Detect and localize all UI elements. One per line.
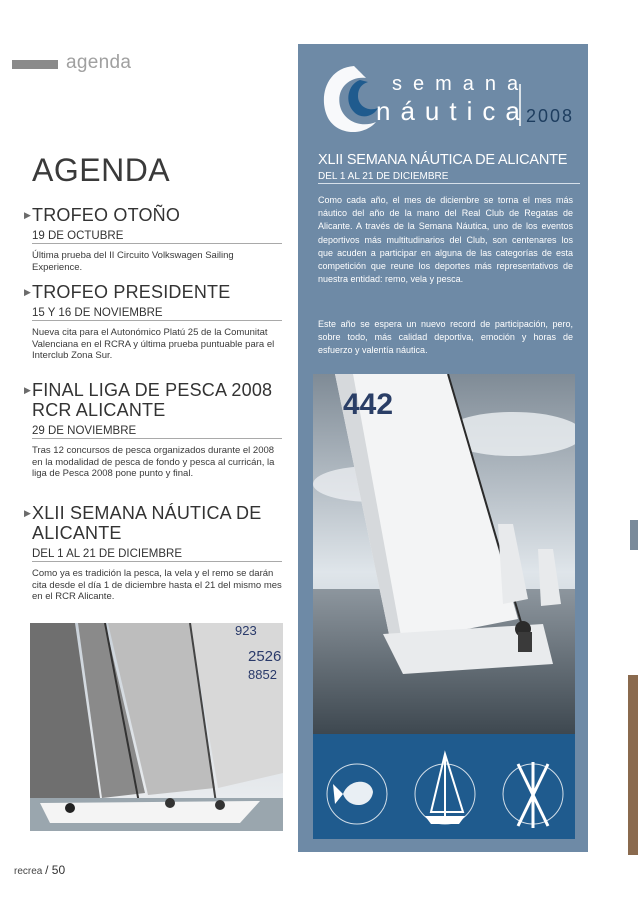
magazine-name: recrea <box>14 866 43 877</box>
bullet-arrow-icon: ▶ <box>24 210 31 220</box>
adjacent-page-edge <box>630 520 638 550</box>
event-date: 29 DE NOVIEMBRE <box>32 425 282 439</box>
featured-panel <box>298 44 588 852</box>
event-item <box>24 380 286 480</box>
panel-paragraph-1: Como cada año, el mes de diciembre se torna el mes más náutico del año de la mano del Real Club de Regatas de Alicante. A través de la Semana Náutica, uno de los eventos deportivos más multitudinarios del Club, son centenares los que acuden a participar en alguna de las categorías de esta competición que reune los deportes más representativos de nuestra entidad: remo, vela y pesca. <box>318 195 573 285</box>
sail-number-442: 442 <box>343 388 394 421</box>
optimist-sailboat-photo <box>313 374 575 734</box>
panel-paragraph-2: Este año se espera un nuevo record de participación, pero, sobre todo, más calidad deportiva, emoción y horas de esfuerzo y valentía náutica. <box>318 319 573 356</box>
event-date: DEL 1 AL 21 DE DICIEMBRE <box>32 548 282 562</box>
page-number: / 50 <box>45 863 66 877</box>
event-description: Tras 12 concursos de pesca organizados durante el 2008 en la modalidad de pesca de fondo y pesca al curricán, la liga de Pesca 2008 pone punto y final. <box>32 445 275 479</box>
section-label: agenda <box>66 52 132 73</box>
event-title: TROFEO OTOÑO <box>32 205 181 225</box>
event-title: TROFEO PRESIDENTE <box>32 282 231 302</box>
event-item <box>24 503 286 603</box>
semana-nautica-logo <box>314 58 584 138</box>
bullet-arrow-icon: ▶ <box>24 385 31 395</box>
sailing-emblem-icon <box>425 754 465 824</box>
sail-number: 8852 <box>248 667 277 682</box>
adjacent-page-edge <box>628 675 638 855</box>
event-description: Nueva cita para el Autonómico Platú 25 de la Comunitat Valenciana en el RCRA y última prueba puntuable para el Interclub Zona Sur. <box>32 327 275 361</box>
event-item <box>24 282 286 362</box>
event-description: Como ya es tradición la pesca, la vela y el remo se darán cita desde el día 1 de diciembre hasta el 21 del mismo mes en el RCR Alicante. <box>32 568 282 602</box>
sailboats-photo <box>30 623 283 831</box>
logo-year: 2008 <box>526 106 575 126</box>
event-date: 15 Y 16 DE NOVIEMBRE <box>32 307 282 321</box>
logo-word-semana: semana <box>392 73 530 95</box>
sail-number: 923 <box>235 623 257 638</box>
fishing-emblem-icon <box>333 782 373 805</box>
bullet-arrow-icon: ▶ <box>24 508 31 518</box>
event-date: 19 DE OCTUBRE <box>32 230 282 244</box>
sport-emblems-band <box>313 734 575 839</box>
event-title: FINAL LIGA DE PESCA 2008 RCR ALICANTE <box>32 380 273 420</box>
section-tag-bar <box>12 60 58 69</box>
sail-number: 2526 <box>248 648 282 665</box>
bullet-arrow-icon: ▶ <box>24 287 31 297</box>
event-item <box>24 205 286 273</box>
rowing-emblem-icon <box>518 762 548 828</box>
event-description: Última prueba del II Circuito Volkswagen Sailing Experience. <box>32 250 234 273</box>
page-title: AGENDA <box>32 152 171 188</box>
panel-subtitle: DEL 1 AL 21 DE DICIEMBRE <box>318 171 580 184</box>
event-title: XLII SEMANA NÁUTICA DE ALICANTE <box>32 503 262 543</box>
page-footer <box>14 863 65 877</box>
logo-word-nautica: náutica <box>376 96 530 126</box>
panel-title: XLII SEMANA NÁUTICA DE ALICANTE <box>318 152 568 168</box>
